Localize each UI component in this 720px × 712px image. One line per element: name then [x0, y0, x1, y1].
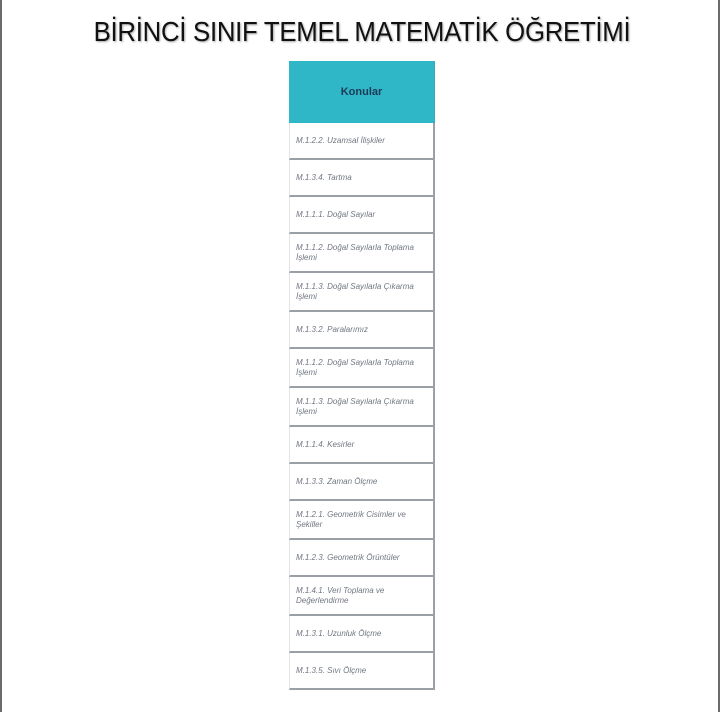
topic-row[interactable] [289, 464, 435, 501]
topic-row[interactable] [289, 616, 435, 653]
topic-label: M.1.1.2. Doğal Sayılarla Toplama İşlemi [296, 357, 414, 377]
topic-row[interactable] [289, 540, 435, 577]
topic-label: M.1.1.1. Doğal Sayılar [296, 209, 376, 219]
topic-row[interactable] [289, 349, 435, 388]
topic-label: M.1.1.3. Doğal Sayılarla Çıkarma İşlemi [296, 396, 414, 416]
topic-row[interactable] [289, 501, 435, 540]
topic-row[interactable] [289, 577, 435, 616]
topic-label: M.1.3.1. Uzunluk Ölçme [296, 628, 382, 638]
topic-row[interactable] [289, 653, 435, 690]
topic-label: M.1.3.5. Sıvı Ölçme [296, 665, 367, 675]
topic-row[interactable] [289, 312, 435, 349]
topic-row[interactable] [289, 234, 435, 273]
topic-row[interactable] [289, 123, 435, 160]
topic-label: M.1.1.4. Kesirler [296, 439, 355, 449]
topic-row[interactable] [289, 388, 435, 427]
topic-label: M.1.3.2. Paralarımız [296, 324, 369, 334]
page-title: BİRİNCİ SINIF TEMEL MATEMATİK ÖĞRETİMİ [93, 16, 631, 47]
topic-label: M.1.2.1. Geometrik Cisimler ve Şekiller [296, 509, 406, 529]
topic-label: M.1.2.3. Geometrik Örüntüler [296, 552, 400, 562]
topic-row[interactable] [289, 197, 435, 234]
topic-label: M.1.3.4. Tartma [296, 172, 352, 182]
topic-label: M.1.4.1. Veri Toplama ve Değerlendirme [296, 585, 385, 605]
topic-row[interactable] [289, 160, 435, 197]
topic-row[interactable] [289, 427, 435, 464]
topic-label: M.1.1.3. Doğal Sayılarla Çıkarma İşlemi [296, 281, 414, 301]
topic-label: M.1.1.2. Doğal Sayılarla Toplama İşlemi [296, 242, 414, 262]
topics-header-label: Konular [340, 86, 383, 98]
topic-label: M.1.3.3. Zaman Ölçme [296, 476, 378, 486]
topics-table [289, 61, 435, 712]
topic-row[interactable] [289, 273, 435, 312]
topics-header [289, 61, 435, 123]
topic-label: M.1.2.2. Uzamsal İlişkiler [296, 135, 385, 145]
